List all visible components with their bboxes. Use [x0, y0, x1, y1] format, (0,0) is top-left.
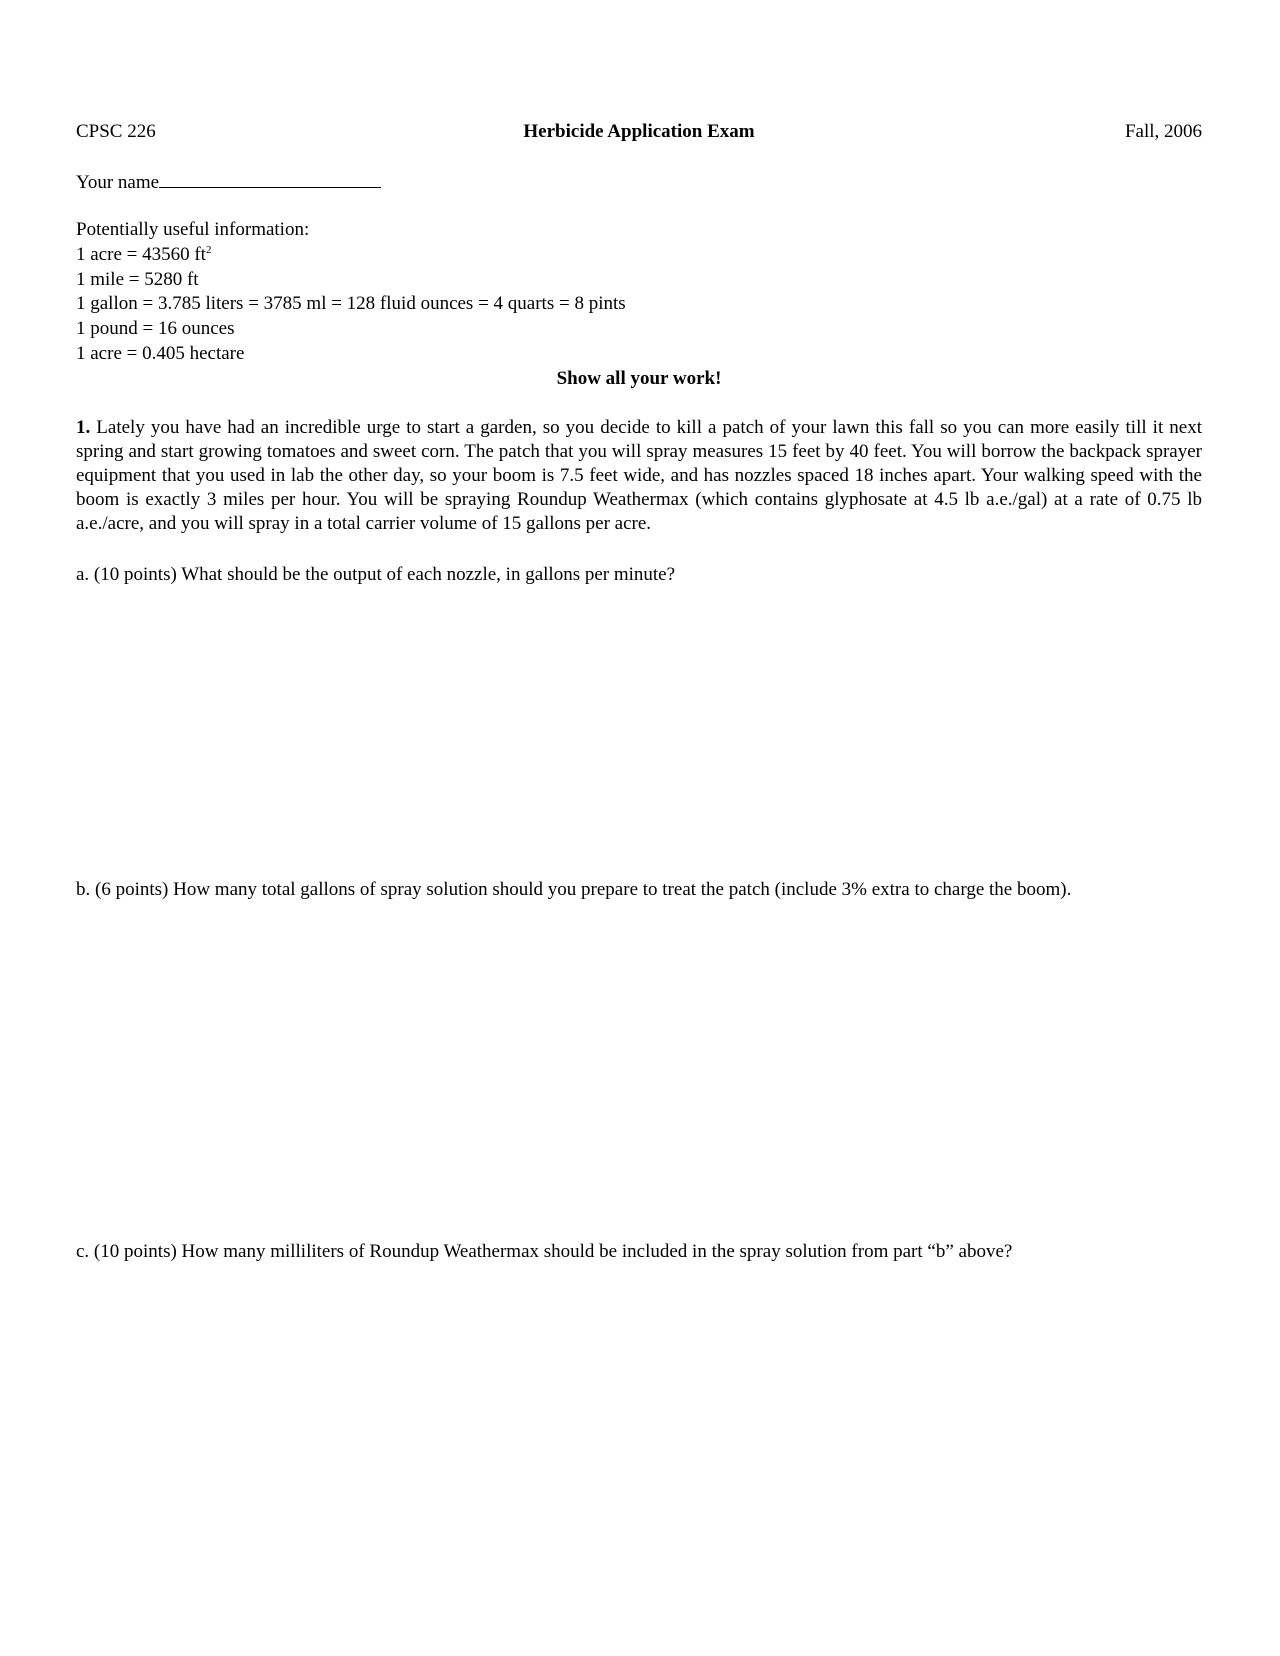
info-pound: 1 pound = 16 ounces — [76, 318, 235, 340]
answer-space-c[interactable] — [76, 1272, 1202, 1612]
problem-1 — [76, 416, 1202, 536]
info-heading: Potentially useful information: — [76, 219, 310, 240]
name-field — [76, 169, 381, 195]
answer-space-a[interactable] — [76, 595, 1202, 855]
problem-1-number: 1. — [76, 417, 91, 438]
problem-1-text: Lately you have had an incredible urge to start a garden, so you decide to kill a patch of your lawn this fall so you can more easily till it next spring and start growing tomatoes and sweet corn. The patch that you will spray measures 15 feet by 40 feet. You will borrow the backpack sprayer equipment that you used in lab the other day, so your boom is 7.5 feet wide, and has nozzles spaced 18 inches apart. Your walking speed with the boom is exactly 3 miles per hour. You will be spraying Roundup Weathermax (which contains glyphosate at 4.5 lb a.e./gal) at a rate of 0.75 lb a.e./acre, and you will spray in a total carrier volume of 15 gallons per acre. — [76, 417, 1202, 534]
name-label: Your name — [76, 172, 160, 193]
course-code: CPSC 226 — [76, 121, 156, 142]
question-a: a. (10 points) What should be the output of each nozzle, in gallons per minute? — [76, 564, 676, 585]
exam-title: Herbicide Application Exam — [523, 121, 755, 142]
info-mile: 1 mile = 5280 ft — [76, 268, 199, 290]
info-acre-sqft-exponent: 2 — [205, 243, 212, 256]
info-acre-sqft-text: 1 acre = 43560 ft — [76, 243, 206, 265]
exam-header — [76, 120, 1202, 146]
question-b: b. (6 points) How many total gallons of spray solution should you prepare to treat the patch (include 3% extra to charge the boom). — [76, 879, 1072, 900]
info-gallon: 1 gallon = 3.785 liters = 3785 ml = 128 fluid ounces = 4 quarts = 8 pints — [76, 293, 626, 315]
name-blank-line[interactable] — [159, 169, 381, 188]
show-work-instruction: Show all your work! — [556, 368, 722, 389]
info-acre-sqft — [76, 243, 626, 268]
info-hectare: 1 acre = 0.405 hectare — [76, 342, 245, 364]
exam-term: Fall, 2006 — [1124, 121, 1202, 142]
useful-information — [76, 218, 626, 367]
question-c: c. (10 points) How many milliliters of Roundup Weathermax should be included in the spray solution from part “b” above? — [76, 1241, 1013, 1262]
answer-space-b[interactable] — [76, 910, 1202, 1220]
